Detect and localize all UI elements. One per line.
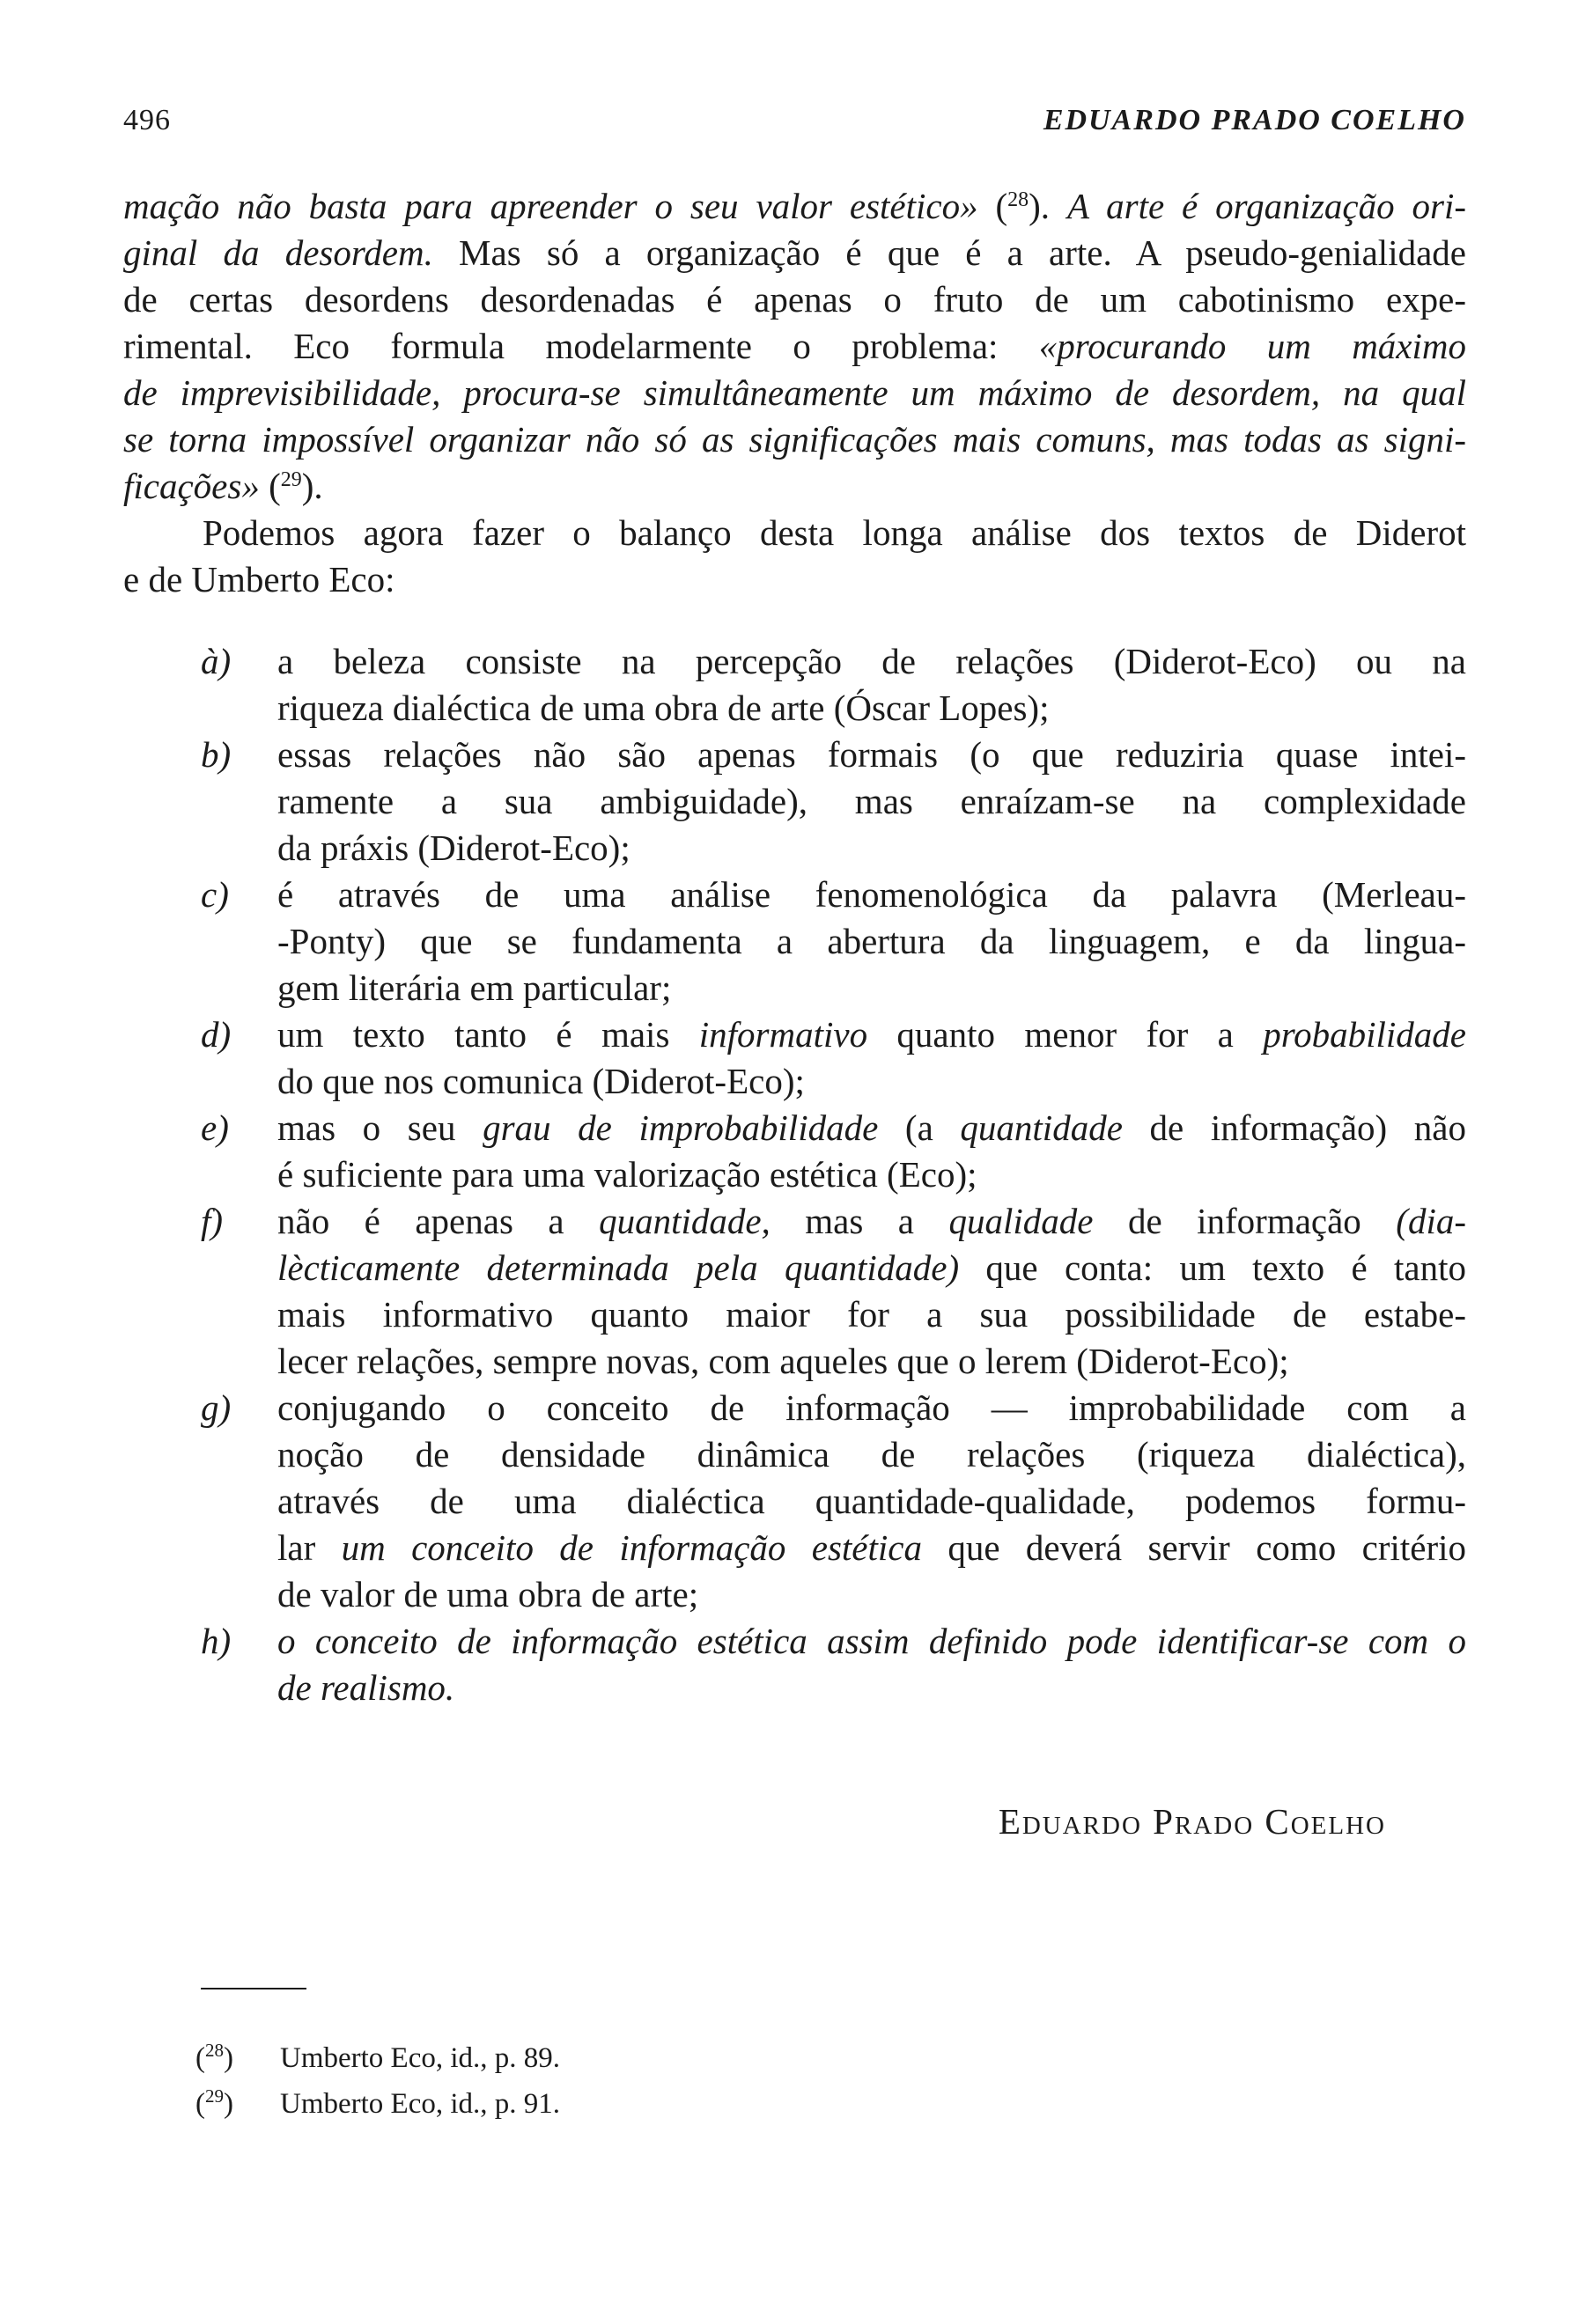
list-line: noção de densidade dinâmica de relações (riqueza dialéctica), — [277, 1434, 1466, 1475]
paragraph-line: rimental. Eco formula modelarmente o problema: «procurando um máximo — [123, 326, 1466, 366]
paragraph-line: de imprevisibilidade, procura-se simultâneamente um máximo de desordem, na qual — [123, 372, 1466, 413]
list-label: d) — [201, 1014, 232, 1055]
list-line: mais informativo quanto maior for a sua possibilidade de estabe- — [277, 1294, 1466, 1335]
list-line: mas o seu grau de improbabilidade (a quantidade de informação) não — [277, 1107, 1466, 1148]
list-label: h) — [201, 1621, 232, 1661]
paragraph-line: mação não basta para apreender o seu valor estético» ($^{28}$). A arte é organização ori- — [123, 186, 1467, 226]
list-line: ramente a sua ambiguidade), mas enraízam-se na complexidade — [277, 781, 1466, 821]
list-line: através de uma dialéctica quantidade-qualidade, podemos formu- — [277, 1481, 1466, 1521]
list-line: não é apenas a quantidade, mas a qualidade de informação (dia- — [277, 1201, 1466, 1241]
list-label: c) — [201, 874, 229, 915]
list-line: da práxis (Diderot-Eco); — [277, 827, 630, 868]
paragraph-line: ginal da desordem. Mas só a organização é que é a arte. A pseudo-genialidade — [123, 232, 1466, 273]
footnote-ref: 28 — [1007, 188, 1029, 211]
page-number: 496 — [123, 104, 171, 136]
list-line: de valor de uma obra de arte; — [277, 1574, 699, 1614]
list-item-b — [123, 732, 1466, 872]
list-label: à) — [201, 641, 232, 681]
list-item-e — [123, 1105, 1466, 1198]
list-line: lar um conceito de informação estética que deverá servir como critério — [277, 1527, 1467, 1568]
list-item-g — [123, 1385, 1466, 1618]
body-text — [123, 183, 1466, 1711]
list-label: g) — [201, 1387, 232, 1428]
paragraph-line: Podemos agora fazer o balanço desta longa análise dos textos de Diderot — [203, 512, 1466, 553]
list-line: o conceito de informação estética assim definido pode identificar-se com o — [277, 1621, 1466, 1661]
paragraph-line: de certas desordens desordenadas é apenas o fruto de um cabotinismo expe- — [123, 279, 1466, 320]
list-line: riqueza dialéctica de uma obra de arte (Óscar Lopes); — [277, 688, 1050, 728]
list-item-d — [123, 1011, 1466, 1105]
list-line: de realismo. — [277, 1667, 455, 1708]
list-line: do que nos comunica (Diderot-Eco); — [277, 1061, 805, 1101]
running-head: EDUARDO PRADO COELHO — [1043, 104, 1466, 136]
list-line: gem literária em particular; — [277, 967, 672, 1008]
list-label: f) — [201, 1201, 224, 1241]
list-label: e) — [201, 1107, 229, 1148]
list-item-c — [123, 872, 1466, 1011]
list-line: é através de uma análise fenomenológica da palavra (Merleau- — [277, 874, 1466, 915]
footnote: ($^{28}$) Umberto Eco, id., p. 89. — [195, 2040, 561, 2074]
list-line: é suficiente para uma valorização estética (Eco); — [277, 1154, 977, 1195]
list-line: essas relações não são apenas formais (o que reduziria quase intei- — [277, 734, 1466, 775]
list-line: -Ponty) que se fundamenta a abertura da linguagem, e da lingua- — [277, 921, 1466, 961]
list-line: conjugando o conceito de informação — improbabilidade com a — [277, 1387, 1466, 1428]
list-item-h — [123, 1618, 1466, 1711]
author-signature: Eduardo Prado Coelho — [998, 1801, 1386, 1842]
list-item-a — [123, 638, 1466, 732]
page-header — [123, 104, 1466, 157]
footnote: ($^{29}$) Umberto Eco, id., p. 91. — [195, 2085, 561, 2120]
paragraph-line: e de Umberto Eco: — [123, 559, 395, 599]
paragraph-line: ficações» ($^{29}$). — [123, 466, 323, 506]
paragraph-line: se torna impossível organizar não só as significações mais comuns, mas todas as signi- — [123, 419, 1466, 460]
list-label: b) — [201, 734, 232, 775]
list-item-f — [123, 1198, 1466, 1385]
list-line: lècticamente determinada pela quantidade) que conta: um texto é tanto — [277, 1247, 1466, 1288]
list-line: lecer relações, sempre novas, com aqueles que o lerem (Diderot-Eco); — [277, 1341, 1289, 1381]
footnote-divider — [201, 1988, 306, 1989]
list-line: a beleza consiste na percepção de relações (Diderot-Eco) ou na — [277, 641, 1466, 681]
list-line: um texto tanto é mais informativo quanto menor for a probabilidade — [277, 1014, 1466, 1055]
footnotes — [195, 2035, 560, 2127]
footnote-ref: 29 — [280, 468, 302, 491]
